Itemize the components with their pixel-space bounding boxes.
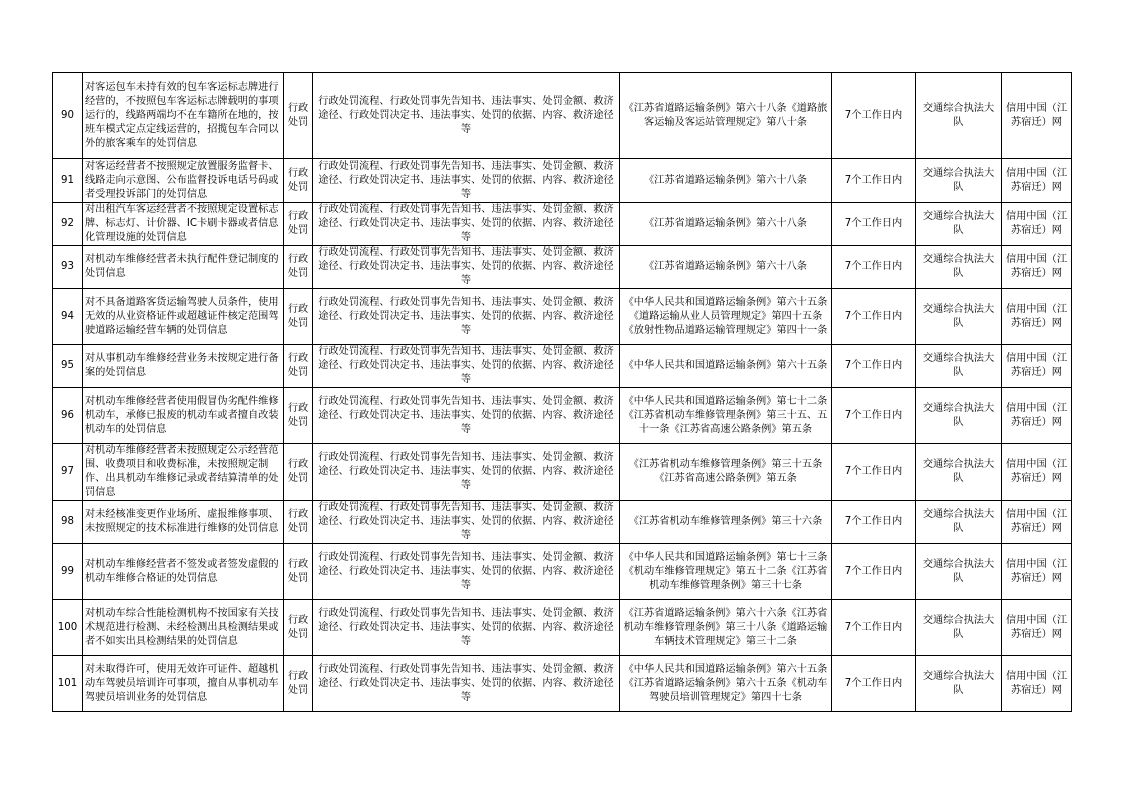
row-number-cell: 98 — [53, 501, 83, 544]
legal-basis-cell: 《江苏省道路运输条例》第六十八条《道路旅客运输及客运站管理规定》第八十条 — [620, 73, 832, 159]
responsible-department-cell: 交通综合执法大队 — [916, 444, 1002, 501]
disclosure-period-cell: 7个工作日内 — [832, 345, 916, 388]
disclosure-channel-cell: 信用中国（江苏宿迁）网 — [1002, 600, 1072, 656]
disclosure-content-cell: 行政处罚流程、行政处罚事先告知书、违法事实、处罚金额、救济途径、行政处罚决定书、违法事实、处罚的依据、内容、救济途径等 — [313, 388, 620, 444]
disclosure-period-cell: 7个工作日内 — [832, 544, 916, 600]
row-number-cell: 95 — [53, 345, 83, 388]
disclosure-period-cell: 7个工作日内 — [832, 656, 916, 712]
item-name-cell: 对出租汽车客运经营者不按照规定设置标志牌、标志灯、计价器、IC卡刷卡器或者信息化管理设施的处罚信息 — [83, 203, 284, 246]
responsible-department-cell: 交通综合执法大队 — [916, 203, 1002, 246]
disclosure-content-cell: 行政处罚流程、行政处罚事先告知书、违法事实、处罚金额、救济途径、行政处罚决定书、违法事实、处罚的依据、内容、救济途径等 — [313, 289, 620, 345]
penalty-type-cell: 行政处罚 — [284, 544, 313, 600]
table-row — [53, 444, 1072, 501]
row-number-cell: 101 — [53, 656, 83, 712]
legal-basis-cell: 《中华人民共和国道路运输条例》第七十二条《江苏省机动车维修管理条例》第三十五、五十一条《江苏省高速公路条例》第五条 — [620, 388, 832, 444]
disclosure-content-cell: 行政处罚流程、行政处罚事先告知书、违法事实、处罚金额、救济途径、行政处罚决定书、违法事实、处罚的依据、内容、救济途径等 — [313, 600, 620, 656]
row-number-cell: 96 — [53, 388, 83, 444]
responsible-department-cell: 交通综合执法大队 — [916, 388, 1002, 444]
penalty-type-cell: 行政处罚 — [284, 444, 313, 501]
table-row — [53, 501, 1072, 544]
responsible-department-cell: 交通综合执法大队 — [916, 345, 1002, 388]
penalty-type-cell: 行政处罚 — [284, 159, 313, 203]
responsible-department-cell: 交通综合执法大队 — [916, 159, 1002, 203]
penalty-type-cell: 行政处罚 — [284, 656, 313, 712]
table-row — [53, 656, 1072, 712]
penalty-type-cell: 行政处罚 — [284, 388, 313, 444]
responsible-department-cell: 交通综合执法大队 — [916, 656, 1002, 712]
penalty-type-cell: 行政处罚 — [284, 345, 313, 388]
item-name-cell: 对机动车维修经营者不签发或者签发虚假的机动车维修合格证的处罚信息 — [83, 544, 284, 600]
responsible-department-cell: 交通综合执法大队 — [916, 246, 1002, 289]
penalty-type-cell: 行政处罚 — [284, 73, 313, 159]
item-name-cell: 对不具备道路客货运输驾驶人员条件，使用无效的从业资格证件或超越证件核定范围驾驶道路运输经营车辆的处罚信息 — [83, 289, 284, 345]
table-row — [53, 345, 1072, 388]
disclosure-channel-cell: 信用中国（江苏宿迁）网 — [1002, 246, 1072, 289]
legal-basis-cell: 《江苏省道路运输条例》第六十六条《江苏省机动车维修管理条例》第三十八条《道路运输车辆技术管理规定》第三十二条 — [620, 600, 832, 656]
disclosure-period-cell: 7个工作日内 — [832, 600, 916, 656]
disclosure-period-cell: 7个工作日内 — [832, 203, 916, 246]
disclosure-channel-cell: 信用中国（江苏宿迁）网 — [1002, 444, 1072, 501]
row-number-cell: 90 — [53, 73, 83, 159]
table-row — [53, 73, 1072, 159]
legal-basis-cell: 《中华人民共和国道路运输条例》第六十五条《江苏省道路运输条例》第六十五条《机动车驾驶员培训管理规定》第四十七条 — [620, 656, 832, 712]
disclosure-content-cell: 行政处罚流程、行政处罚事先告知书、违法事实、处罚金额、救济途径、行政处罚决定书、违法事实、处罚的依据、内容、救济途径等 — [313, 73, 620, 159]
table-row — [53, 246, 1072, 289]
penalty-type-cell: 行政处罚 — [284, 600, 313, 656]
legal-basis-cell: 《江苏省机动车维修管理条例》第三十五条《江苏省高速公路条例》第五条 — [620, 444, 832, 501]
legal-basis-cell: 《江苏省机动车维修管理条例》第三十六条 — [620, 501, 832, 544]
item-name-cell: 对从事机动车维修经营业务未按规定进行备案的处罚信息 — [83, 345, 284, 388]
legal-basis-cell: 《江苏省道路运输条例》第六十八条 — [620, 246, 832, 289]
legal-basis-cell: 《江苏省道路运输条例》第六十八条 — [620, 203, 832, 246]
table-row — [53, 159, 1072, 203]
disclosure-period-cell: 7个工作日内 — [832, 289, 916, 345]
row-number-cell: 93 — [53, 246, 83, 289]
table-row — [53, 388, 1072, 444]
disclosure-table — [52, 72, 1072, 712]
row-number-cell: 97 — [53, 444, 83, 501]
table-row — [53, 203, 1072, 246]
disclosure-channel-cell: 信用中国（江苏宿迁）网 — [1002, 656, 1072, 712]
item-name-cell: 对机动车维修经营者未执行配件登记制度的处罚信息 — [83, 246, 284, 289]
legal-basis-cell: 《中华人民共和国道路运输条例》第六十五条 — [620, 345, 832, 388]
penalty-type-cell: 行政处罚 — [284, 501, 313, 544]
penalty-type-cell: 行政处罚 — [284, 203, 313, 246]
legal-basis-cell: 《江苏省道路运输条例》第六十八条 — [620, 159, 832, 203]
item-name-cell: 对机动车综合性能检测机构不按国家有关技术规范进行检测、未经检测出具检测结果或者不如实出具检测结果的处罚信息 — [83, 600, 284, 656]
disclosure-content-cell: 行政处罚流程、行政处罚事先告知书、违法事实、处罚金额、救济途径、行政处罚决定书、违法事实、处罚的依据、内容、救济途径等 — [313, 203, 620, 246]
item-name-cell: 对未经核准变更作业场所、虚报维修事项、未按照规定的技术标准进行维修的处罚信息 — [83, 501, 284, 544]
disclosure-content-cell: 行政处罚流程、行政处罚事先告知书、违法事实、处罚金额、救济途径、行政处罚决定书、违法事实、处罚的依据、内容、救济途径等 — [313, 544, 620, 600]
disclosure-content-cell: 行政处罚流程、行政处罚事先告知书、违法事实、处罚金额、救济途径、行政处罚决定书、违法事实、处罚的依据、内容、救济途径等 — [313, 444, 620, 501]
disclosure-content-cell: 行政处罚流程、行政处罚事先告知书、违法事实、处罚金额、救济途径、行政处罚决定书、违法事实、处罚的依据、内容、救济途径等 — [313, 656, 620, 712]
row-number-cell: 92 — [53, 203, 83, 246]
disclosure-period-cell: 7个工作日内 — [832, 159, 916, 203]
disclosure-period-cell: 7个工作日内 — [832, 388, 916, 444]
disclosure-channel-cell: 信用中国（江苏宿迁）网 — [1002, 203, 1072, 246]
table-row — [53, 544, 1072, 600]
item-name-cell: 对机动车维修经营者使用假冒伪劣配件维修机动车，承修已报废的机动车或者擅自改装机动车的处罚信息 — [83, 388, 284, 444]
legal-basis-cell: 《中华人民共和国道路运输条例》第七十三条《机动车维修管理规定》第五十二条《江苏省机动车维修管理条例》第三十七条 — [620, 544, 832, 600]
disclosure-content-cell: 行政处罚流程、行政处罚事先告知书、违法事实、处罚金额、救济途径、行政处罚决定书、违法事实、处罚的依据、内容、救济途径等 — [313, 246, 620, 289]
disclosure-period-cell: 7个工作日内 — [832, 246, 916, 289]
item-name-cell: 对客运经营者不按照规定放置服务监督卡、线路走向示意图、公布监督投诉电话号码或者受理投诉部门的处罚信息 — [83, 159, 284, 203]
row-number-cell: 99 — [53, 544, 83, 600]
row-number-cell: 100 — [53, 600, 83, 656]
item-name-cell: 对未取得许可，使用无效许可证件、超越机动车驾驶员培训许可事项，擅自从事机动车驾驶员培训业务的处罚信息 — [83, 656, 284, 712]
responsible-department-cell: 交通综合执法大队 — [916, 600, 1002, 656]
row-number-cell: 91 — [53, 159, 83, 203]
responsible-department-cell: 交通综合执法大队 — [916, 289, 1002, 345]
table-body — [53, 73, 1072, 712]
disclosure-channel-cell: 信用中国（江苏宿迁）网 — [1002, 388, 1072, 444]
table-row — [53, 289, 1072, 345]
table-row — [53, 600, 1072, 656]
disclosure-channel-cell: 信用中国（江苏宿迁）网 — [1002, 289, 1072, 345]
row-number-cell: 94 — [53, 289, 83, 345]
disclosure-channel-cell: 信用中国（江苏宿迁）网 — [1002, 345, 1072, 388]
legal-basis-cell: 《中华人民共和国道路运输条例》第六十五条《道路运输从业人员管理规定》第四十五条《放射性物品道路运输管理规定》第四十一条 — [620, 289, 832, 345]
disclosure-channel-cell: 信用中国（江苏宿迁）网 — [1002, 544, 1072, 600]
penalty-type-cell: 行政处罚 — [284, 246, 313, 289]
disclosure-period-cell: 7个工作日内 — [832, 444, 916, 501]
disclosure-period-cell: 7个工作日内 — [832, 73, 916, 159]
item-name-cell: 对机动车维修经营者未按照规定公示经营范围、收费项目和收费标准，未按照规定制作、出具机动车维修记录或者结算清单的处罚信息 — [83, 444, 284, 501]
responsible-department-cell: 交通综合执法大队 — [916, 501, 1002, 544]
disclosure-content-cell: 行政处罚流程、行政处罚事先告知书、违法事实、处罚金额、救济途径、行政处罚决定书、违法事实、处罚的依据、内容、救济途径等 — [313, 159, 620, 203]
disclosure-period-cell: 7个工作日内 — [832, 501, 916, 544]
disclosure-channel-cell: 信用中国（江苏宿迁）网 — [1002, 501, 1072, 544]
disclosure-channel-cell: 信用中国（江苏宿迁）网 — [1002, 159, 1072, 203]
item-name-cell: 对客运包车未持有效的包车客运标志牌进行经营的，不按照包车客运标志牌载明的事项运行的，线路两端均不在车籍所在地的，按班车模式定点定线运营的，招揽包车合同以外的旅客乘车的处罚信息 — [83, 73, 284, 159]
disclosure-channel-cell: 信用中国（江苏宿迁）网 — [1002, 73, 1072, 159]
responsible-department-cell: 交通综合执法大队 — [916, 73, 1002, 159]
penalty-type-cell: 行政处罚 — [284, 289, 313, 345]
disclosure-content-cell: 行政处罚流程、行政处罚事先告知书、违法事实、处罚金额、救济途径、行政处罚决定书、违法事实、处罚的依据、内容、救济途径等 — [313, 501, 620, 544]
responsible-department-cell: 交通综合执法大队 — [916, 544, 1002, 600]
disclosure-content-cell: 行政处罚流程、行政处罚事先告知书、违法事实、处罚金额、救济途径、行政处罚决定书、违法事实、处罚的依据、内容、救济途径等 — [313, 345, 620, 388]
